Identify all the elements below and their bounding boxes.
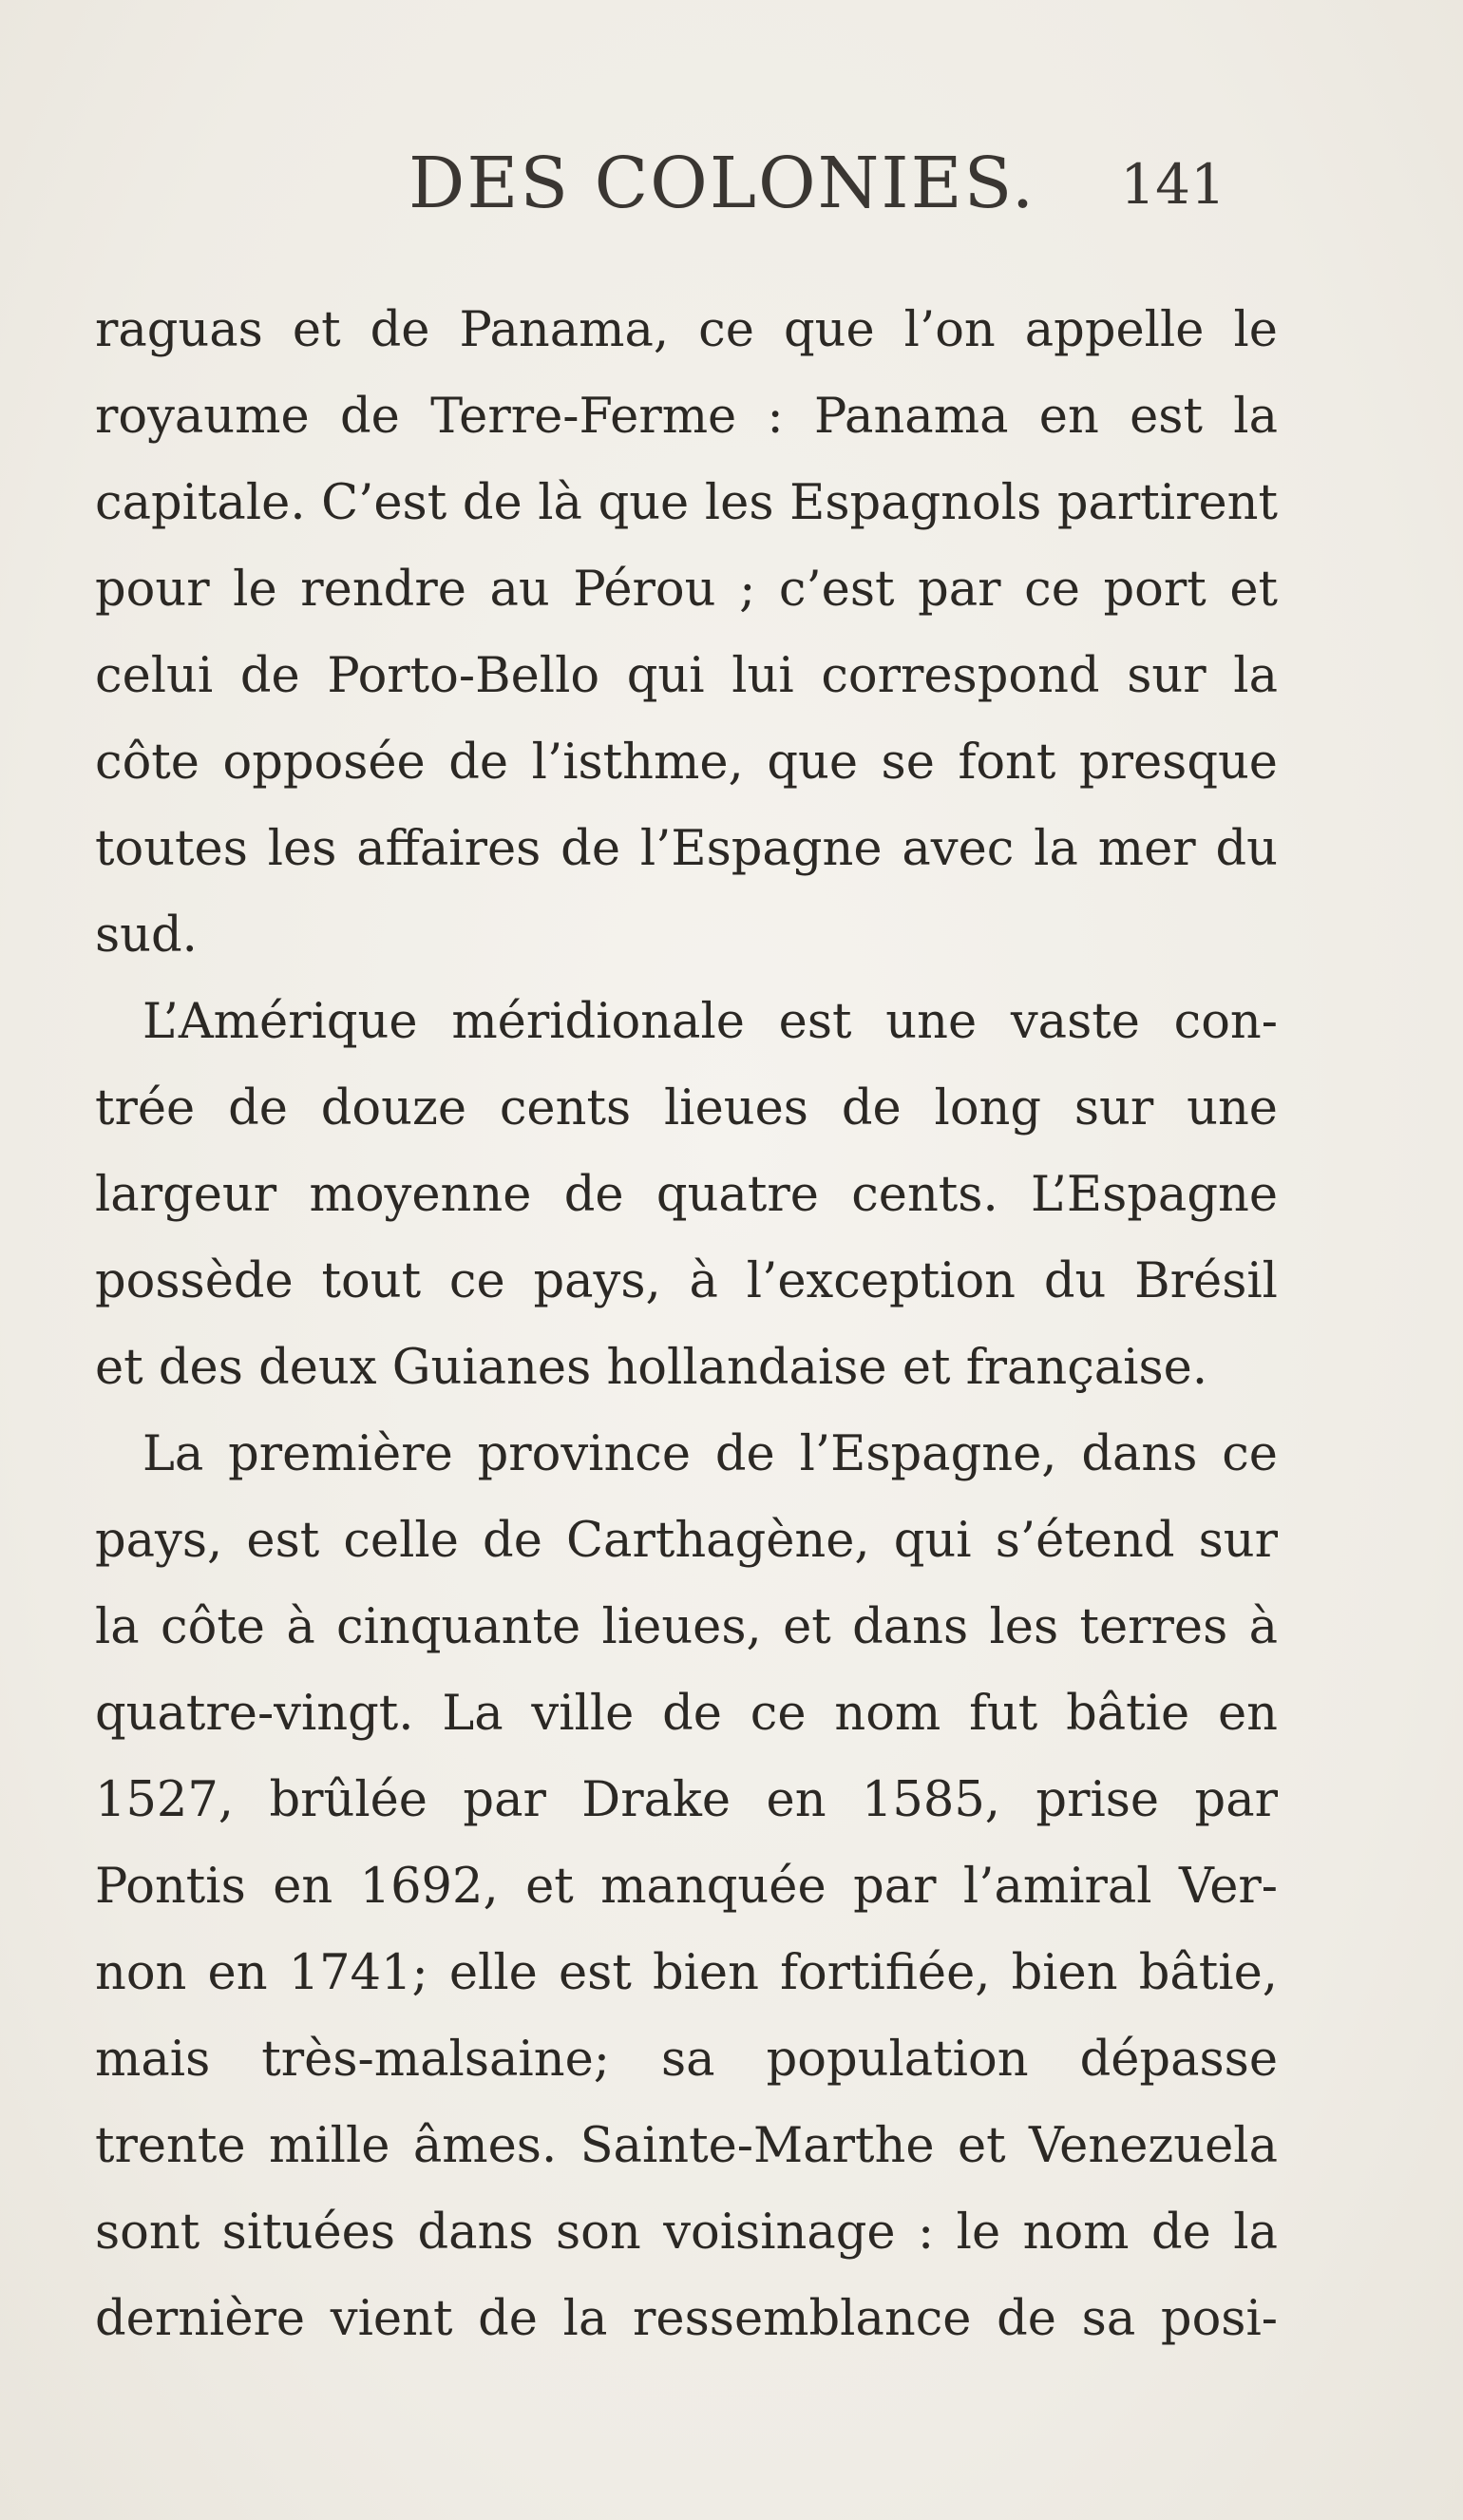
text-line: pays, est celle de Carthagène, qui s’étend sur bbox=[95, 1513, 1278, 1569]
text-line: sont situées dans son voisinage : le nom de la bbox=[95, 2205, 1278, 2261]
text-line: la côte à cinquante lieues, et dans les terres à bbox=[95, 1599, 1278, 1655]
page-header bbox=[408, 143, 1226, 224]
text-line: La première province de l’Espagne, dans ce bbox=[142, 1426, 1278, 1482]
text-line: côte opposée de l’isthme, que se font presque bbox=[95, 735, 1278, 791]
text-line: L’Amérique méridionale est une vaste con- bbox=[142, 994, 1278, 1050]
page-number: 141 bbox=[1120, 152, 1226, 217]
text-line: quatre-vingt. La ville de ce nom fut bâtie en bbox=[95, 1686, 1278, 1742]
text-line: celui de Porto-Bello qui lui correspond sur la bbox=[95, 648, 1278, 704]
text-line: trée de douze cents lieues de long sur une bbox=[95, 1080, 1278, 1136]
text-line: capitale. C’est de là que les Espagnols partirent bbox=[95, 475, 1278, 531]
text-line: Pontis en 1692, et manquée par l’amiral Ver- bbox=[95, 1859, 1278, 1915]
text-line: trente mille âmes. Sainte-Marthe et Venezuela bbox=[95, 2118, 1278, 2174]
text-line: non en 1741; elle est bien fortifiée, bien bâtie, bbox=[95, 1945, 1278, 2001]
text-line: sud. bbox=[95, 907, 198, 964]
running-title: DES COLONIES. bbox=[408, 143, 1036, 224]
text-line: possède tout ce pays, à l’exception du Brésil bbox=[95, 1253, 1278, 1309]
text-line: largeur moyenne de quatre cents. L’Espagne bbox=[95, 1167, 1278, 1223]
text-line: et des deux Guianes hollandaise et française. bbox=[95, 1340, 1208, 1396]
text-line: toutes les affaires de l’Espagne avec la mer du bbox=[95, 821, 1278, 877]
text-line: 1527, brûlée par Drake en 1585, prise par bbox=[95, 1772, 1278, 1828]
text-line: pour le rendre au Pérou ; c’est par ce port et bbox=[95, 562, 1278, 618]
text-line: raguas et de Panama, ce que l’on appelle le bbox=[95, 302, 1278, 358]
text-line: dernière vient de la ressemblance de sa posi- bbox=[95, 2291, 1278, 2347]
text-line: mais très-malsaine; sa population dépasse bbox=[95, 2032, 1278, 2088]
body-text bbox=[95, 287, 1278, 2362]
text-line: royaume de Terre-Ferme : Panama en est la bbox=[95, 389, 1278, 445]
